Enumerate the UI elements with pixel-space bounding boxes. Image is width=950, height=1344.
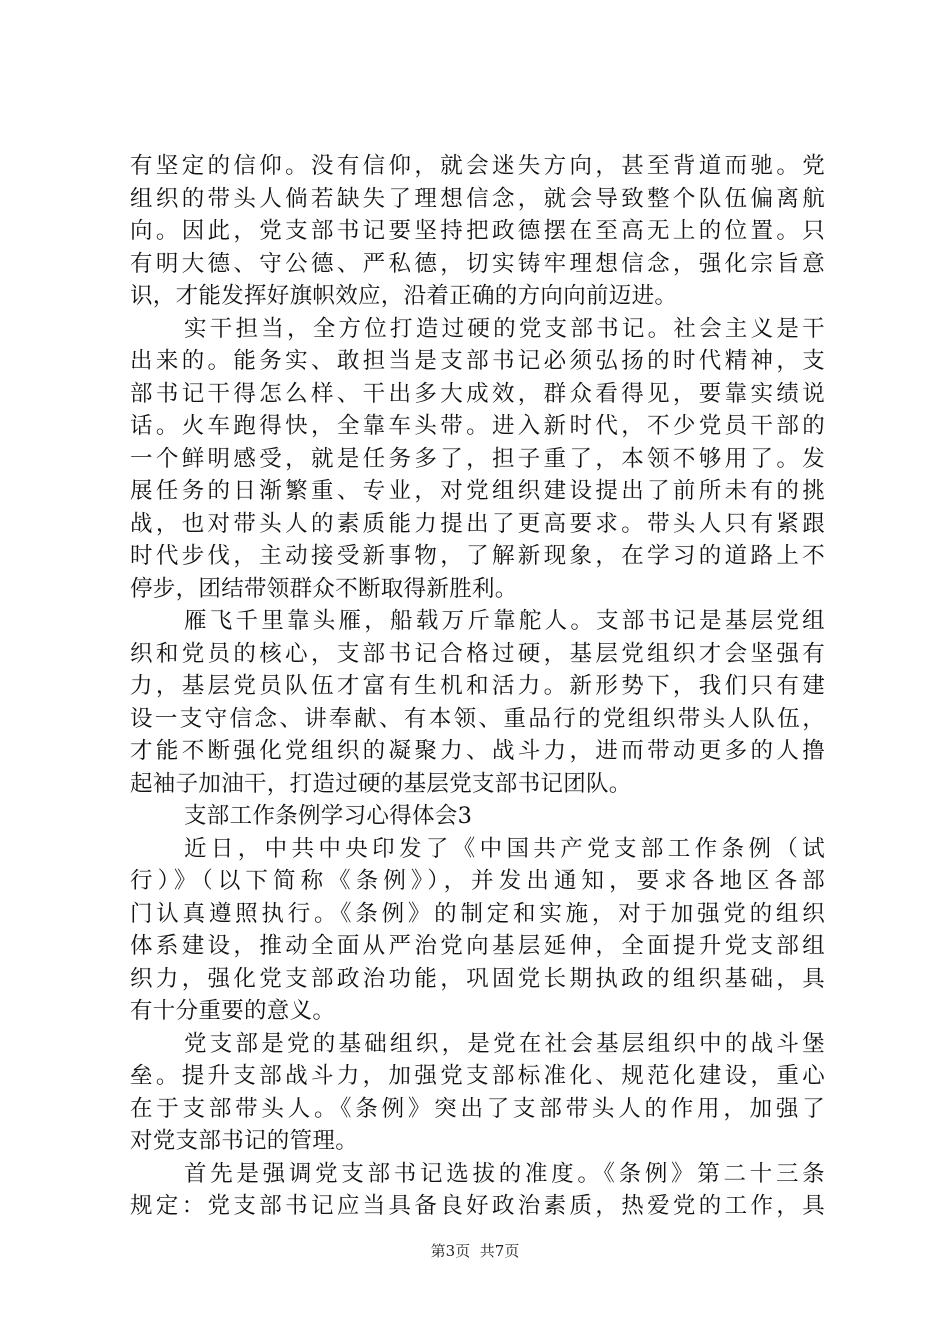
text-line: 停步，团结带领群众不断取得新胜利。 bbox=[130, 575, 518, 602]
text-line: 雁飞千里靠头雁，船载万斤靠舵人。支部书记是基层党组 bbox=[184, 608, 825, 634]
text-line: 力，基层党员队伍才富有生机和活力。新形势下，我们只有建 bbox=[130, 673, 825, 699]
text-line: 规定：党支部书记应当具备良好政治素质，热爱党的工作，具 bbox=[130, 1193, 825, 1219]
document-body bbox=[130, 150, 825, 1223]
text-line: 部书记干得怎么样、干出多大成效，群众看得见，要靠实绩说 bbox=[130, 380, 825, 407]
text-line: 垒。提升支部战斗力，加强党支部标准化、规范化建设，重心 bbox=[130, 1063, 825, 1089]
text-line: 识，才能发挥好旗帜效应，沿着正确的方向向前迈进。 bbox=[130, 283, 678, 309]
text-line: 向。因此，党支部书记要坚持把政德摆在至高无上的位置。只 bbox=[130, 218, 825, 244]
text-line: 织力，强化党支部政治功能，巩固党长期执政的组织基础，具 bbox=[130, 965, 825, 992]
text-line: 组织的带头人倘若缺失了理想信念，就会导致整个队伍偏离航 bbox=[130, 185, 825, 212]
text-line: 一个鲜明感受，就是任务多了，担子重了，本领不够用了。发 bbox=[130, 445, 825, 472]
text-line: 展任务的日渐繁重、专业，对党组织建设提出了前所未有的挑 bbox=[130, 478, 825, 504]
paragraph bbox=[130, 150, 825, 313]
text-line: 才能不断强化党组织的凝聚力、战斗力，进而带动更多的人撸 bbox=[130, 738, 825, 764]
text-line: 体系建设，推动全面从严治党向基层延伸，全面提升党支部组 bbox=[130, 933, 825, 959]
footer-total-pages: 7 bbox=[494, 1242, 505, 1260]
text-line: 行）》（以下简称《条例》），并发出通知，要求各地区各部 bbox=[130, 868, 825, 894]
text-line: 时代步伐，主动接受新事物，了解新现象，在学习的道路上不 bbox=[130, 543, 825, 569]
footer-mid: 页 共 bbox=[455, 1242, 495, 1260]
page-footer bbox=[0, 1241, 950, 1261]
text-line: 出来的。能务实、敢担当是支部书记必须弘扬的时代精神，支 bbox=[130, 348, 825, 374]
paragraph bbox=[130, 1028, 825, 1158]
footer-suffix: 页 bbox=[504, 1242, 520, 1260]
text-line: 首先是强调党支部书记选拔的准度。《条例》第二十三条 bbox=[184, 1160, 825, 1187]
text-line: 支部工作条例学习心得体会3 bbox=[184, 803, 473, 829]
paragraph bbox=[130, 313, 825, 606]
text-line: 起袖子加油干，打造过硬的基层党支部书记团队。 bbox=[130, 770, 632, 797]
paragraph bbox=[130, 800, 825, 833]
text-line: 对党支部书记的管理。 bbox=[130, 1128, 359, 1154]
text-line: 有坚定的信仰。没有信仰，就会迷失方向，甚至背道而驰。党 bbox=[130, 153, 825, 179]
text-line: 实干担当，全方位打造过硬的党支部书记。社会主义是干 bbox=[184, 315, 825, 342]
text-line: 有明大德、守公德、严私德，切实铸牢理想信念，强化宗旨意 bbox=[130, 250, 825, 277]
paragraph bbox=[130, 833, 825, 1028]
text-line: 门认真遵照执行。《条例》的制定和实施，对于加强党的组织 bbox=[130, 900, 825, 927]
text-line: 设一支守信念、讲奉献、有本领、重品行的党组织带头人队伍， bbox=[130, 705, 825, 732]
text-line: 话。火车跑得快，全靠车头带。进入新时代，不少党员干部的 bbox=[130, 413, 825, 439]
footer-prefix: 第 bbox=[430, 1242, 446, 1260]
text-line: 织和党员的核心，支部书记合格过硬，基层党组织才会坚强有 bbox=[130, 640, 825, 667]
paragraph bbox=[130, 605, 825, 800]
text-line: 党支部是党的基础组织，是党在社会基层组织中的战斗堡 bbox=[184, 1030, 825, 1057]
text-line: 在于支部带头人。《条例》突出了支部带头人的作用，加强了 bbox=[130, 1095, 825, 1122]
paragraph bbox=[130, 1158, 825, 1223]
text-line: 有十分重要的意义。 bbox=[130, 998, 336, 1024]
text-line: 战，也对带头人的素质能力提出了更高要求。带头人只有紧跟 bbox=[130, 510, 825, 537]
footer-page-number: 3 bbox=[445, 1242, 456, 1260]
text-line: 近日，中共中央印发了《中国共产党支部工作条例（试 bbox=[184, 835, 825, 862]
